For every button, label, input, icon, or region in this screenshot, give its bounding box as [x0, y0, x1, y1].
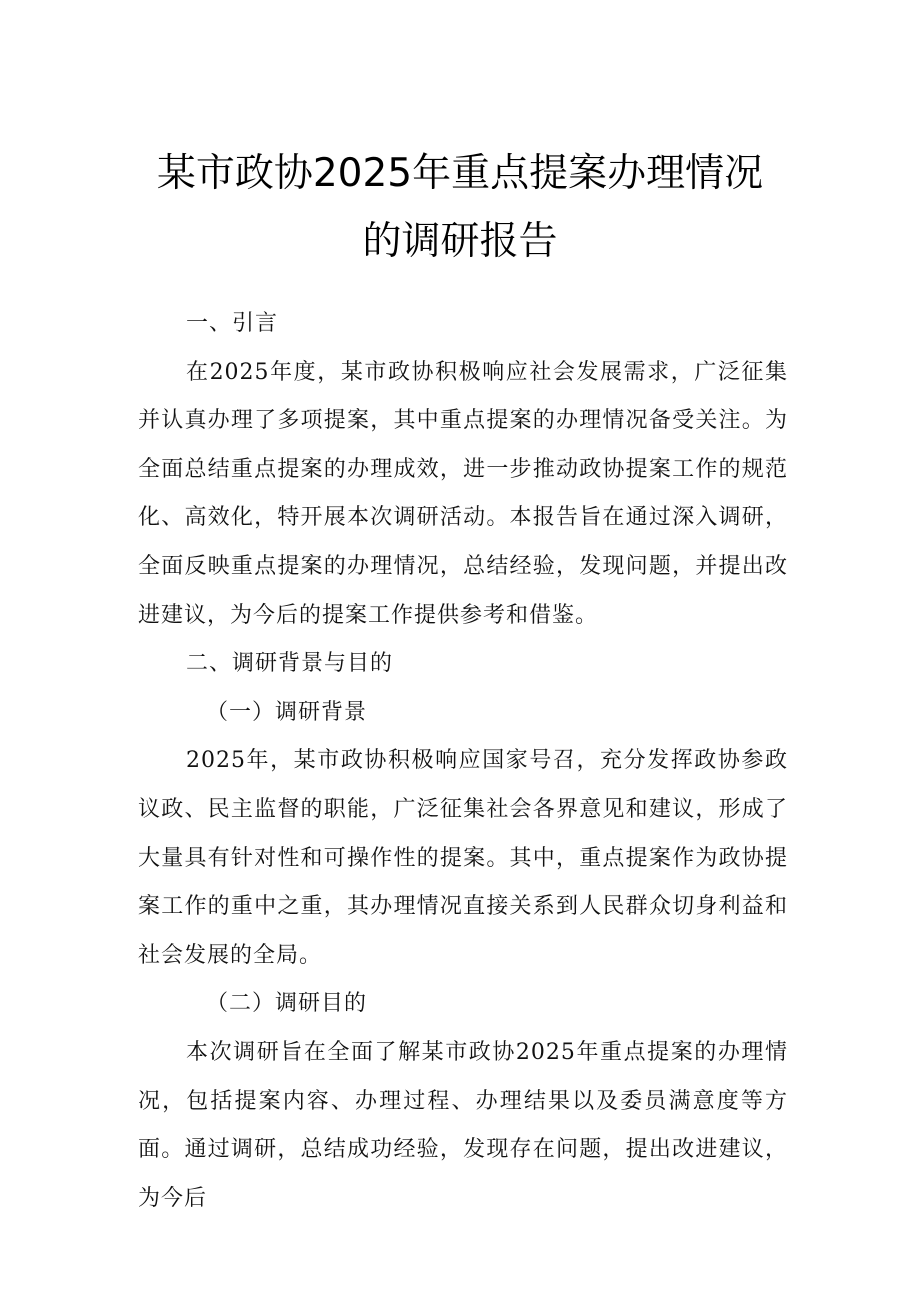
purpose-paragraph: 本次调研旨在全面了解某市政协2025年重点提案的办理情况，包括提案内容、办理过程、办理结果以及委员满意度等方面。通过调研，总结成功经验，发现存在问题，提出改进建议，为今后 [138, 1039, 788, 1211]
section-heading-intro: 一、引言 [186, 311, 279, 336]
background-paragraph: 2025年，某市政协积极响应国家号召，充分发挥政协参政议政、民主监督的职能，广泛征集社会各界意见和建议，形成了大量具有针对性和可操作性的提案。其中，重点提案作为政协提案工作的重中之重，其办理情况直接关系到人民群众切身利益和社会发展的全局。 [138, 748, 788, 968]
document-title-line-2: 的调研报告 [362, 219, 558, 264]
document-body [138, 300, 788, 1223]
intro-paragraph: 在2025年度，某市政协积极响应社会发展需求，广泛征集并认真办理了多项提案，其中重点提案的办理情况备受关注。为全面总结重点提案的办理成效，进一步推动政协提案工作的规范化、高效化，特开展本次调研活动。本报告旨在通过深入调研，全面反映重点提案的办理情况，总结经验，发现问题，并提出改进建议，为今后的提案工作提供参考和借鉴。 [138, 359, 788, 628]
subheading-purpose: （二）调研目的 [206, 991, 368, 1017]
section-heading-background-purpose: 二、调研背景与目的 [186, 651, 394, 677]
subheading-background: （一）调研背景 [206, 699, 368, 725]
document-title-line-1: 某市政协2025年重点提案办理情况 [156, 151, 764, 196]
